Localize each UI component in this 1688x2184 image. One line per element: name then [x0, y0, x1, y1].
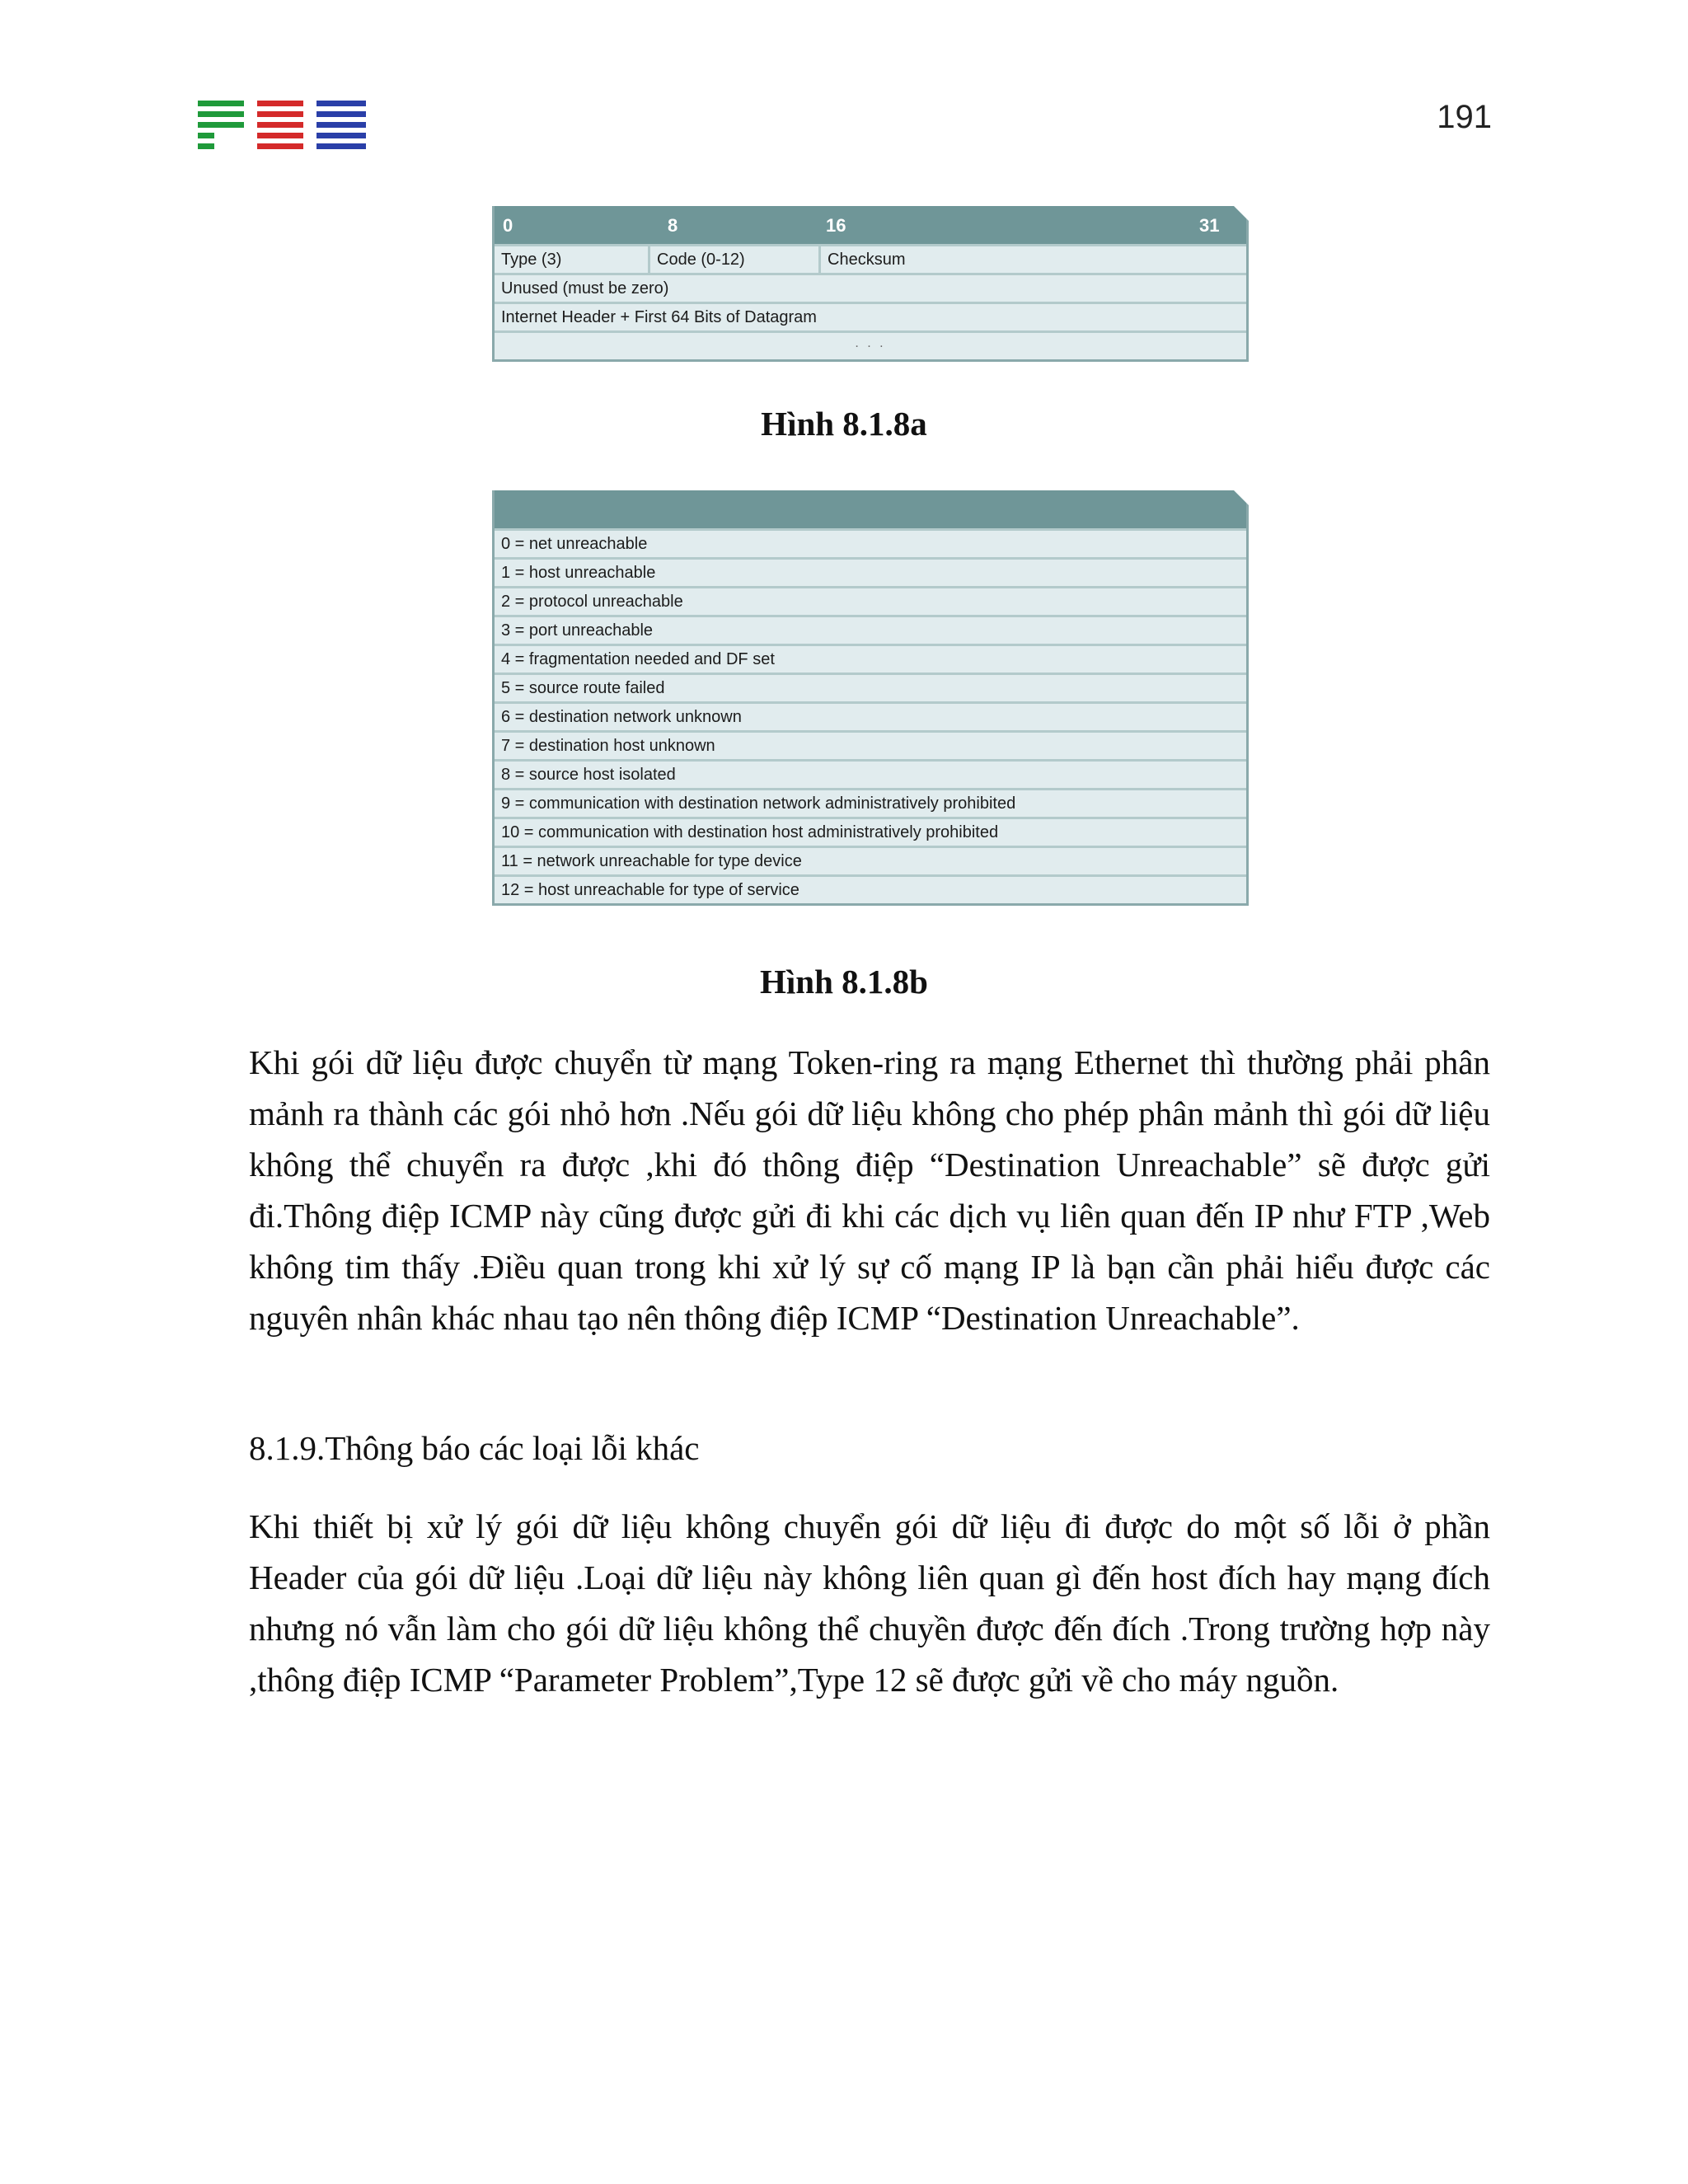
table-row: Internet Header + First 64 Bits of Datagram — [495, 302, 1246, 330]
table-row: 9 = communication with destination network administratively prohibited — [495, 788, 1246, 817]
figure-caption-a: Hình 8.1.8a — [761, 405, 927, 443]
body-paragraph-2: Khi thiết bị xử lý gói dữ liệu không chuyển gói dữ liệu đi được do một số lỗi ở phần Header của gói dữ liệu .Loại dữ liệu này không liên quan gì đến host đích hay mạng đích nhưng nó vẫn làm cho gói dữ liệu không thể chuyền được đến đích .Trong trường hợp này ,thông điệp ICMP “Parameter Problem”,Type 12 sẽ được gửi về cho máy nguồn. — [249, 1507, 1490, 1699]
table-row: 4 = fragmentation needed and DF set — [495, 644, 1246, 673]
table-row: 7 = destination host unknown — [495, 730, 1246, 759]
icmp-destination-unreachable-format-table — [492, 206, 1249, 362]
type-field: Type (3) — [501, 251, 562, 269]
bit-label-8: 8 — [668, 215, 678, 236]
table-row: 1 = host unreachable — [495, 557, 1246, 586]
table-row: Unused (must be zero) — [495, 273, 1246, 302]
section-heading: 8.1.9.Thông báo các loại lỗi khác — [249, 1429, 700, 1467]
page-number: 191 — [1437, 99, 1492, 135]
bit-label-31: 31 — [1199, 215, 1220, 236]
table-row: 10 = communication with destination host administratively prohibited — [495, 817, 1246, 846]
code-field: Code (0-12) — [657, 251, 745, 269]
table-row: 8 = source host isolated — [495, 759, 1246, 788]
icmp-unreachable-codes-table — [492, 490, 1249, 906]
bit-label-16: 16 — [826, 215, 846, 236]
table-row: 6 = destination network unknown — [495, 701, 1246, 730]
bit-label-0: 0 — [503, 215, 513, 236]
table-row: 11 = network unreachable for type device — [495, 846, 1246, 874]
body-paragraph-1: Khi gói dữ liệu được chuyển từ mạng Token-ring ra mạng Ethernet thì thường phải phân mảnh ra thành các gói nhỏ hơn .Nếu gói dữ liệu không cho phép phân mảnh thì gói dữ liệu không thể chuyển ra được ,khi đó thông điệp “Destination Unreachable” sẽ được gửi đi.Thông điệp ICMP này cũng được gửi đi khi các dịch vụ liên quan đến IP như FTP ,Web không tim thấy .Điều quan trong khi xử lý sự cố mạng IP là bạn cần phải hiểu được các nguyên nhân khác nhau tạo nên thông điệp ICMP “Destination Unreachable”. — [249, 1043, 1490, 1337]
table-row: 3 = port unreachable — [495, 615, 1246, 644]
table-row: 5 = source route failed — [495, 673, 1246, 701]
figure-caption-b: Hình 8.1.8b — [760, 963, 928, 1001]
table-row: 2 = protocol unreachable — [495, 586, 1246, 615]
table-row-ellipsis: . . . — [495, 330, 1246, 359]
table-row — [495, 244, 1246, 273]
checksum-field: Checksum — [828, 251, 906, 269]
table-row: 12 = host unreachable for type of service — [495, 874, 1246, 903]
pnh-logo — [198, 101, 367, 150]
bit-position-header — [495, 206, 1246, 244]
table-row: 0 = net unreachable — [495, 528, 1246, 557]
codes-table-header — [495, 490, 1246, 528]
